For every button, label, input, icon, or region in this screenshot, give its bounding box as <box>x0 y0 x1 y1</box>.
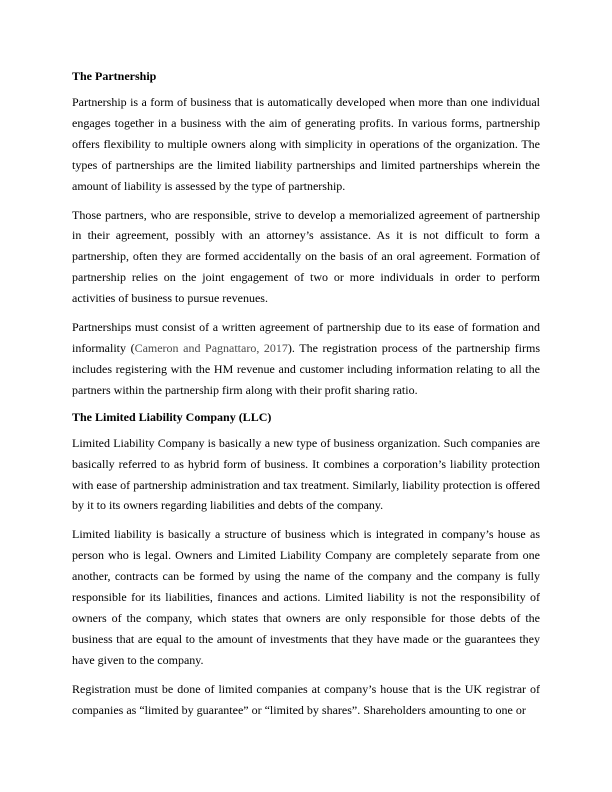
paragraph-llc-registration: Registration must be done of limited companies at company’s house that is the UK registrar of companies as “limited by guarantee” or “limited by shares”. Shareholders amounting to one or <box>72 681 540 717</box>
document-page <box>72 68 540 728</box>
section-heading-partnership: The Partnership <box>72 69 157 83</box>
paragraph-limited-liability-structure: Limited liability is basically a structure of business which is integrated in company’s house as person who is legal. Owners and Limited Liability Company are completely separate from one another, contracts can be formed by using the name of the company and the company is fully responsible for its liabilities, finances and actions. Limited liability is not the responsibility of owners of the company, which states that owners are only responsible for those debts of the business that are equal to the amount of investments that they have made or the guarantees they have given to the company. <box>72 527 540 667</box>
paragraph-partnership-definition: Partnership is a form of business that is automatically developed when more than one individual engages together in a business with the aim of generating profits. In various forms, partnership offers flexibility to multiple owners along with simplicity in operations of the organization. The types of partnerships are the limited liability partnerships and limited partnerships wherein the amount of liability is assessed by the type of partnership. <box>72 95 540 193</box>
paragraph-partnership-registration <box>72 317 540 401</box>
section-heading-llc: The Limited Liability Company (LLC) <box>72 409 272 424</box>
paragraph-llc-definition: Limited Liability Company is basically a new type of business organization. Such companies are basically referred to as hybrid form of business. It combines a corporation’s liability protection with ease of partnership administration and tax treatment. Similarly, liability protection is offered by it to its owners regarding liabilities and debts of the company. <box>72 435 540 513</box>
paragraph-text-after-citation: ). The registration process of the partnership firms includes registering with the HM revenue and customer including information relating to all the partners within the partnership firm along with their profit sharing ratio. <box>72 340 540 397</box>
paragraph-text-before-citation: Partnerships must consist of a written agreement of partnership due to its ease of formation and informality ( <box>72 320 540 355</box>
paragraph-partnership-agreement: Those partners, who are responsible, strive to develop a memorialized agreement of partnership in their agreement, possibly with an attorney’s assistance. As it is not difficult to form a partnership, often they are formed accidentally on the basis of an oral agreement. Formation of partnership relies on the joint engagement of two or more individuals in order to perform activities of business to pursue revenues. <box>72 207 540 306</box>
citation-link[interactable]: Cameron and Pagnattaro, 2017 <box>134 340 288 355</box>
